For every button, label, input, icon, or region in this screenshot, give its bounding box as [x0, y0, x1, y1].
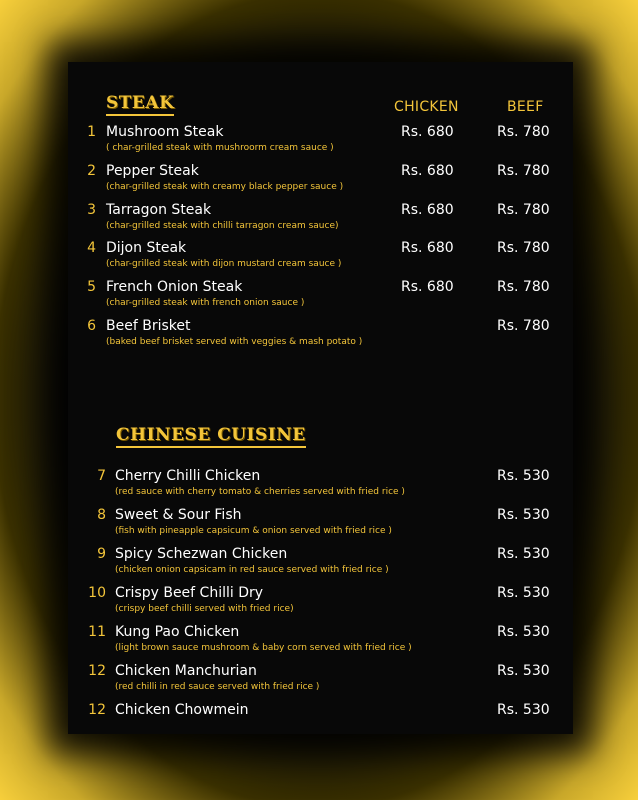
item-number: 6: [87, 318, 96, 334]
item-name: Dijon Steak: [106, 240, 187, 257]
item-name: Kung Pao Chicken: [115, 624, 240, 640]
menu-item-chinese: [0, 702, 638, 740]
item-price: Rs. 530: [497, 468, 550, 484]
item-number: 11: [88, 624, 106, 640]
item-price: Rs. 530: [497, 546, 550, 562]
item-name: Chicken Chowmein: [115, 702, 249, 718]
item-price-chicken: Rs. 680: [401, 240, 454, 257]
item-name: Mushroom Steak: [106, 124, 224, 140]
item-number: 2: [87, 162, 96, 179]
item-number: 9: [97, 546, 106, 562]
menu-item-chinese: [0, 507, 638, 545]
item-price: Rs. 530: [497, 585, 550, 601]
item-number: 12: [88, 702, 106, 718]
menu-item-steak: [0, 240, 638, 278]
item-price-beef: Rs. 780: [497, 318, 550, 334]
item-name: Sweet & Sour Fish: [115, 507, 242, 523]
item-description: (baked beef brisket served with veggies & mash potato ): [106, 337, 363, 347]
item-name: French Onion Steak: [106, 279, 243, 296]
item-description: (red sauce with cherry tomato & cherries served with fried rice ): [115, 487, 405, 497]
menu-item-steak: [0, 163, 638, 201]
item-price-chicken: Rs. 680: [401, 279, 454, 296]
item-description: (light brown sauce mushroom & baby corn served with fried rice ): [115, 643, 412, 653]
item-number: 3: [87, 201, 96, 218]
item-price-beef: Rs. 780: [497, 279, 550, 296]
item-name: Pepper Steak: [106, 162, 199, 179]
item-description: (red chilli in red sauce served with fried rice ): [115, 682, 320, 692]
item-number: 4: [87, 240, 96, 257]
item-name: Chicken Manchurian: [115, 663, 257, 679]
item-description: (chicken onion capsicam in red sauce served with fried rice ): [115, 565, 389, 575]
item-description: (crispy beef chilli served with fried rice): [115, 604, 294, 614]
item-price-beef: Rs. 780: [497, 240, 550, 257]
item-price-beef: Rs. 780: [497, 124, 550, 140]
item-number: 10: [88, 585, 106, 601]
item-name: Tarragon Steak: [106, 201, 212, 218]
menu-item-steak: [0, 124, 638, 162]
menu-item-chinese: [0, 546, 638, 584]
section-title-steak: STEAK: [106, 93, 174, 116]
item-name: Spicy Schezwan Chicken: [115, 546, 288, 562]
menu-item-chinese: [0, 468, 638, 506]
item-price: Rs. 530: [497, 624, 550, 640]
menu-item-steak: [0, 318, 638, 356]
menu-item-chinese: [0, 663, 638, 701]
section-title-chinese-cuisine: CHINESE CUISINE: [116, 425, 306, 448]
column-header-chicken: CHICKEN: [394, 99, 459, 115]
item-name: Beef Brisket: [106, 318, 191, 334]
column-header-beef: BEEF: [507, 99, 544, 115]
item-name: Cherry Chilli Chicken: [115, 468, 261, 484]
item-number: 5: [87, 279, 96, 296]
menu-item-steak: [0, 202, 638, 240]
menu-item-chinese: [0, 585, 638, 623]
item-price-beef: Rs. 780: [497, 162, 550, 179]
item-number: 12: [88, 663, 106, 679]
item-description: (char-grilled steak with french onion sauce ): [106, 298, 305, 309]
item-number: 8: [97, 507, 106, 523]
item-price-beef: Rs. 780: [497, 201, 550, 218]
item-price: Rs. 530: [497, 702, 550, 718]
item-number: 7: [97, 468, 106, 484]
item-description: (char-grilled steak with creamy black pepper sauce ): [106, 181, 344, 192]
menu-item-chinese: [0, 624, 638, 662]
item-price-chicken: Rs. 680: [401, 124, 454, 140]
item-description: (char-grilled steak with dijon mustard cream sauce ): [106, 259, 342, 270]
menu-item-steak: [0, 279, 638, 317]
item-description: (fish with pineapple capsicum & onion served with fried rice ): [115, 526, 392, 536]
item-price-chicken: Rs. 680: [401, 201, 454, 218]
item-number: 1: [87, 124, 96, 140]
item-description: ( char-grilled steak with mushroorm cream sauce ): [106, 143, 334, 153]
item-name: Crispy Beef Chilli Dry: [115, 585, 264, 601]
item-description: (char-grilled steak with chilli tarragon cream sauce): [106, 220, 339, 231]
item-price-chicken: Rs. 680: [401, 162, 454, 179]
item-price: Rs. 530: [497, 663, 550, 679]
item-price: Rs. 530: [497, 507, 550, 523]
